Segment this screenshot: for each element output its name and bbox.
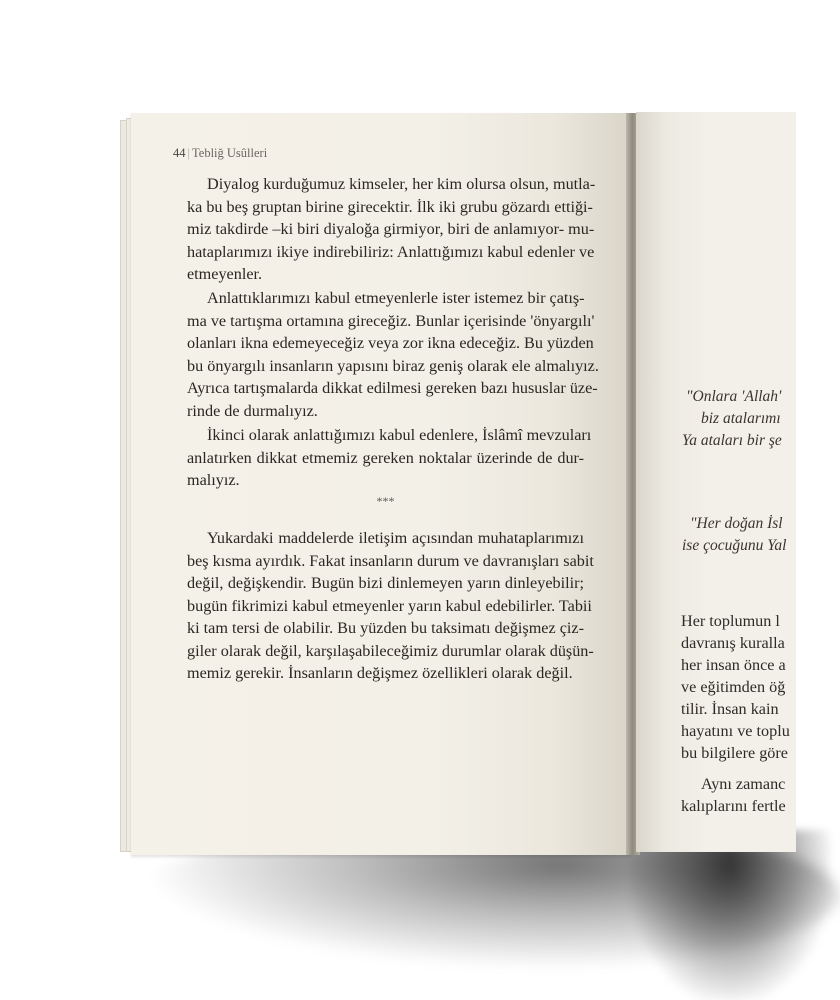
right-page <box>636 112 796 852</box>
text-line: bugün fikrimizi kabul etmeyenler yarın kabul edebilirler. Tabii <box>187 596 592 615</box>
right-page-shadow <box>630 830 830 1000</box>
text-line: malıyız. <box>187 471 240 489</box>
paragraph-2 <box>187 287 599 422</box>
page-number: 44 <box>173 146 186 160</box>
quote-line: biz atalarımı <box>701 410 781 427</box>
quote-line: ise çocuğunu Yal <box>682 537 787 554</box>
text-line: her insan önce a <box>681 656 786 674</box>
header-separator: | <box>187 146 191 160</box>
text-line: davranış kuralla <box>681 634 785 652</box>
text-line: Anlattıklarımızı kabul etmeyenlerle ister istemez bir çatış- <box>207 289 585 307</box>
text-line: etmeyenler. <box>187 265 263 283</box>
text-line: ki tam tersi de olabilir. Bu yüzden bu taksimatı değişmez çiz- <box>187 619 584 637</box>
text-line: hataplarımızı ikiye indirebiliriz: Anlattığımızı kabul edenler ve <box>187 242 595 261</box>
text-line: kalıplarını fertle <box>681 797 786 815</box>
quote-line: "Onlara 'Allah' <box>686 388 782 405</box>
text-line: Her toplumun l <box>681 612 780 630</box>
text-line: Diyalog kurduğumuz kimseler, her kim olursa olsun, mutla- <box>207 175 596 193</box>
text-line: bu önyargılı insanların yapısını biraz geniş olarak ele almalıyız. <box>187 356 599 375</box>
text-line: anlatırken dikkat etmemiz gereken noktalar üzerinde de dur- <box>187 448 584 467</box>
section-divider: *** <box>376 494 395 508</box>
text-line: olanları ikna edemeyeceğiz veya zor ikna edeceğiz. Bu yüzden <box>187 334 594 352</box>
text-line: Aynı zamanc <box>701 775 786 793</box>
text-line: değil, değişkendir. Bugün bizi dinlemeyen yarın dinleyebilir; <box>187 574 584 592</box>
paragraph-3 <box>187 424 592 492</box>
text-line: bu bilgilere göre <box>681 744 788 762</box>
text-line: ve eğitimden öğ <box>681 678 786 696</box>
running-title: Tebliğ Usûlleri <box>192 146 268 160</box>
text-line: ma ve tartışma ortamına gireceğiz. Bunlar içerisinde 'önyargılı' <box>187 311 595 330</box>
quote-line: Ya ataları bir şe <box>682 432 782 449</box>
text-line: miz takdirde –ki biri diyaloğa girmiyor, biri de anlamıyor- mu- <box>187 220 595 238</box>
paragraph-1 <box>187 173 596 286</box>
text-line: tilir. İnsan kain <box>681 700 779 718</box>
quote-line: "Her doğan İsl <box>690 515 783 532</box>
text-line: Ayrıca tartışmalarda dikkat edilmesi gereken bazı hususlar üze- <box>187 379 598 397</box>
text-line: beş kısma ayırdık. Fakat insanların durum ve davranışları sabit <box>187 551 594 570</box>
paragraph-4 <box>187 527 594 685</box>
text-line: rinde de durmalıyız. <box>187 401 318 420</box>
text-line: hayatını ve toplu <box>681 722 790 740</box>
text-line: memiz gerekir. İnsanların değişmez özellikleri olarak değil. <box>187 664 573 682</box>
text-line: giler olarak değil, karşılaşabileceğimiz durumlar olarak düşün- <box>187 641 594 660</box>
text-line: ka bu beş gruptan birine girecektir. İlk iki grubu gözardı ettiği- <box>187 197 593 216</box>
text-line: İkinci olarak anlattığımızı kabul edenlere, İslâmî mevzuları <box>207 426 592 444</box>
text-line: Yukardaki maddelerde iletişim açısından muhataplarımızı <box>207 529 584 547</box>
running-header <box>173 146 267 161</box>
